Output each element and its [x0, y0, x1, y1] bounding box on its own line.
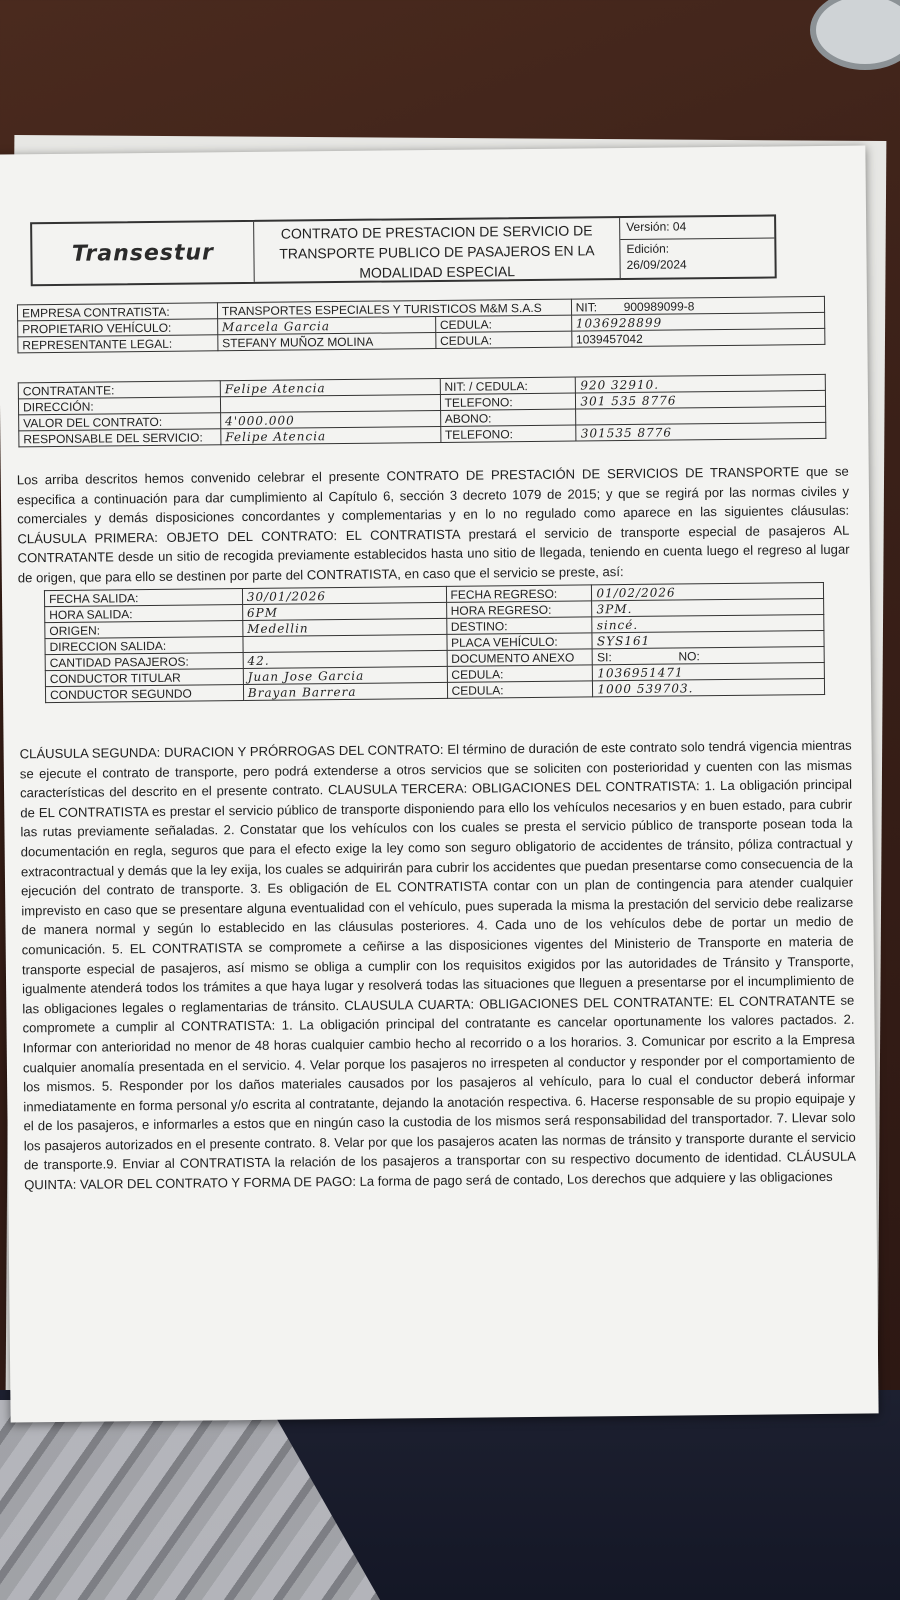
origen-value: Medellin — [243, 618, 447, 636]
document-title: CONTRATO DE PRESTACION DE SERVICIO DE TRANSPORTE PUBLICO DE PASAJEROS EN LA MODALIDAD ESPECIAL — [254, 218, 621, 282]
fecha-salida-value: 30/01/2026 — [242, 586, 446, 604]
fecha-regreso-label: FECHA REGRESO: — [446, 585, 592, 603]
propietario-value: Marcela Garcia — [217, 317, 435, 335]
conductor-titular-cedula: 1036951471 — [593, 662, 825, 680]
placa-value: SYS161 — [592, 630, 824, 648]
cedula-label: CEDULA: — [435, 315, 571, 332]
desk-object — [810, 0, 900, 70]
conductor-titular-value: Juan Jose Garcia — [243, 666, 447, 684]
contratante-value: Felipe Atencia — [220, 378, 440, 396]
hora-salida-label: HORA SALIDA: — [45, 605, 243, 623]
placa-label: PLACA VEHÍCULO: — [446, 633, 592, 651]
conductor-titular-label: CONDUCTOR TITULAR — [45, 669, 243, 687]
nit-cedula-value: 920 32910. — [576, 374, 826, 393]
servicio-table — [44, 582, 825, 703]
destino-label: DESTINO: — [446, 617, 592, 635]
fecha-salida-label: FECHA SALIDA: — [44, 589, 242, 607]
no-label: NO: — [678, 648, 700, 663]
document-meta — [620, 216, 775, 278]
edition-label: Edición: — [626, 241, 670, 256]
cedula-titular-label: CEDULA: — [447, 665, 593, 683]
empresa-table — [17, 296, 825, 353]
telefono2-value: 301535 8776 — [576, 422, 826, 441]
empresa-contratista-value: TRANSPORTES ESPECIALES Y TURISTICOS M&M S.A.S — [217, 299, 571, 319]
hora-regreso-value: 3PM. — [592, 598, 824, 616]
hora-regreso-label: HORA REGRESO: — [446, 601, 592, 619]
responsable-value: Felipe Atencia — [221, 426, 441, 444]
nit-cedula-label: NIT: / CEDULA: — [440, 377, 576, 394]
cedula-label-2: CEDULA: — [435, 331, 571, 348]
documento-anexo-label: DOCUMENTO ANEXO — [447, 649, 593, 667]
nit-label: NIT: — [575, 299, 598, 315]
propietario-label: PROPIETARIO VEHÍCULO: — [18, 319, 218, 337]
valor-label: VALOR DEL CONTRATO: — [19, 413, 221, 431]
direccion-salida-label: DIRECCION SALIDA: — [45, 637, 243, 655]
clausulas-text: CLÁUSULA SEGUNDA: DURACION Y PRÓRROGAS DEL CONTRATO: El término de duración de este contrato solo tendrá vigencia mientras se ejecute el contrato de transporte, pero podrá extenderse a otros servicios que se soliciten con posterioridad y cuenten con las mismas características del descrito en el presente contrato. CLAUSULA TERCERA: OBLIGACIONES DEL CONTRATISTA: 1. La obligación principal de EL CONTRATISTA es prestar el servicio público de transporte disponiendo para ello los vehículos necesarios y en buen estado, para cubrir las rutas previamente señaladas. 2. Constatar que los vehículos con los cuales se presta el servicio público de transporte posean toda la documentación en regla, seguros que para el efecto exige la ley como son seguro obligatorio de accidentes de tránsito, póliza contractual y extracontractual y demás que la ley exija, los cuales se adquirirán para cubrir los accidentes que puedan presentarse como consecuencia de la ejecución del contrato de transporte. 3. Es obligación de EL CONTRATISTA contar con un plan de contingencia para atender cualquier imprevisto en caso que se presentare alguna eventualidad con el vehículo, pues superada la misma la prestación del servicio debe realizarse de manera normal y según lo establecido en las cláusulas posteriores. 4. Cada uno de los vehículos debe de portar un medio de comunicación. 5. EL CONTRATISTA se compromete a ceñirse a las disposiciones vigentes del Ministerio de Transporte en materia de transporte especial de pasajeros, así mismo se obliga a cumplir con los requisitos exigidos por las autoridades de Tránsito y Transporte, igualmente atenderá todos los trámites a que haya lugar y resolverá todas las situaciones que lleguen a presentarse por el incumplimiento de las obligaciones legales o reglamentarias de tránsito. CLAUSULA CUARTA: OBLIGACIONES DEL CONTRATANTE: EL CONTRATANTE se compromete a cumplir al CONTRATISTA: 1. La obligación principal del contratante es cancelar oportunamente los valores pactados. 2. Informar con anterioridad no menor de 48 horas cualquier cambio hecho al recorrido o a los horarios. 3. Comunicar por escrito a la Empresa cualquier anomalía presentada en el servicio. 4. Velar porque los pasajeros no irrespeten al conductor y responder por el comportamiento de los mismos. 5. Responder por los daños materiales causados por los pasajeros al vehículo, para lo cual el conductor deberá informar inmediatamente en forma personal y/o escrita al contratante, dejando la anotación respectiva. 6. Hacerse responsable de su propio equipaje y el de los pasajeros, e informarles a estos que en ningún caso la custodia de los mismos será responsabilidad del transportador. 7. Llevar solo los pasajeros autorizados en el presente contrato. 8. Velar por que los pasajeros acaten las normas de tránsito y transporte durante el servicio de transporte.9. Enviar al CONTRATISTA la relación de los pasajeros a transportar con su respectivo documento de identidad. CLÁUSULA QUINTA: VALOR DEL CONTRATO Y FORMA DE PAGO: La forma de pago será de contado, Los derechos que adquiere y las obligaciones — [19, 737, 857, 1193]
responsable-label: RESPONSABLE DEL SERVICIO: — [19, 429, 221, 447]
propietario-cedula: 1036928899 — [571, 312, 825, 331]
representante-value: STEFANY MUÑOZ MOLINA — [218, 333, 436, 351]
contratante-table — [18, 374, 827, 447]
hora-salida-value: 6PM — [242, 602, 446, 620]
representante-cedula: 1039457042 — [571, 328, 825, 347]
conductor-segundo-value: Brayan Barrera — [243, 682, 447, 700]
edition-date: 26/09/2024 — [626, 257, 687, 272]
clausula-primera-text: Los arriba descritos hemos convenido celebrar el presente CONTRATO DE PRESTACIÓN DE SERVICIOS DE TRANSPORTE que se especifica a continuación para dar cumplimiento al Capítulo 6, sección 3 decreto 1079 de 2015; y que se regirá por las normas civiles y comerciales y demás disposiciones concordantes y complementarias y en lo no regulado como aparece en las siguientes cláusulas: CLÁUSULA PRIMERA: OBJETO DEL CONTRATO: EL CONTRATISTA prestará el servicio de transporte especial de pasajeros AL CONTRATANTE desde un sitio de recogida previamente establecidos hasta uno sitio de llegada, teniendo en cuenta luego el regreso al lugar de origen, que para ello se destinen por parte del CONTRATISTA, en caso que el servicio se preste, así: — [16, 463, 850, 586]
representante-label: REPRESENTANTE LEGAL: — [18, 335, 218, 353]
direccion-label: DIRECCIÓN: — [18, 397, 220, 415]
valor-value: 4'000.000 — [221, 410, 441, 428]
contract-document — [0, 145, 879, 1422]
cantidad-value: 42. — [243, 650, 447, 668]
si-label: SI: — [597, 649, 612, 664]
telefono2-label: TELEFONO: — [440, 425, 576, 442]
destino-value: sincé. — [592, 614, 824, 632]
document-header — [30, 214, 777, 286]
fecha-regreso-value: 01/02/2026 — [592, 582, 824, 600]
origen-label: ORIGEN: — [45, 621, 243, 639]
abono-label: ABONO: — [440, 409, 576, 426]
nit-value: 900989099-8 — [623, 298, 695, 314]
version-label: Versión: 04 — [620, 216, 774, 240]
conductor-segundo-cedula: 1000 539703. — [593, 678, 825, 696]
conductor-segundo-label: CONDUCTOR SEGUNDO — [45, 685, 243, 703]
telefono-value: 301 535 8776 — [576, 390, 826, 409]
company-logo: Transestur — [32, 222, 255, 284]
cedula-segundo-label: CEDULA: — [447, 681, 593, 699]
empresa-contratista-label: EMPRESA CONTRATISTA: — [17, 303, 217, 321]
contratante-label: CONTRATANTE: — [18, 381, 220, 399]
telefono-label: TELEFONO: — [440, 393, 576, 410]
cantidad-label: CANTIDAD PASAJEROS: — [45, 653, 243, 671]
